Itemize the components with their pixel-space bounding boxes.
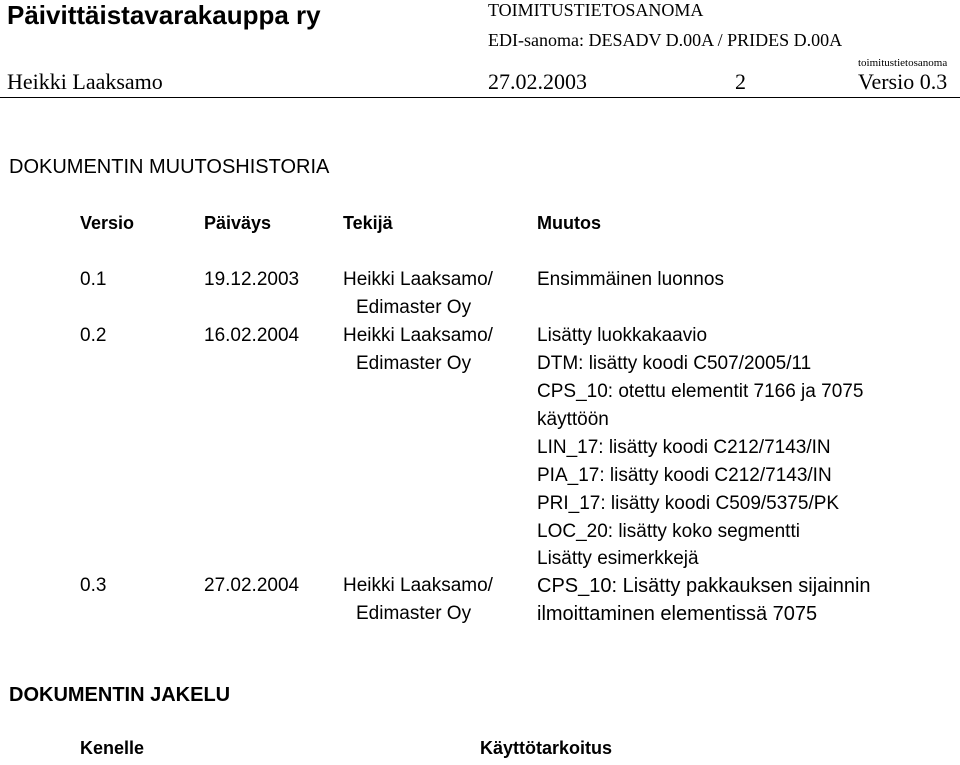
history-row-change: DTM: lisätty koodi C507/2005/11 [537,353,812,374]
history-row-version: 0.1 [80,269,107,290]
header-date: 27.02.2003 [488,69,587,94]
history-row-author-line: Heikki Laaksamo/ [343,269,493,290]
organization-name: Päivittäistavarakauppa ry [7,0,321,30]
header-divider [0,97,960,98]
history-row-change: CPS_10: Lisätty pakkauksen sijainnin [537,575,871,597]
history-row-change: käyttöön [537,409,609,430]
history-row-author-company: Edimaster Oy [356,353,472,374]
history-row-date: 27.02.2004 [204,575,300,596]
file-name: toimitustietosanoma [858,57,948,69]
history-row-change: PIA_17: lisätty koodi C212/7143/IN [537,465,832,486]
history-col-author: Tekijä [343,213,393,233]
history-row-author-company: Edimaster Oy [356,297,472,318]
history-row-version: 0.2 [80,325,107,346]
header-version: Versio 0.3 [858,69,948,94]
distribution-col-purpose: Käyttötarkoitus [480,738,613,758]
history-row-version: 0.3 [80,575,107,596]
history-row-change: Ensimmäinen luonnos [537,269,724,290]
history-row-author-company: Edimaster Oy [356,603,472,624]
distribution-title: DOKUMENTIN JAKELU [9,684,231,706]
history-row-author-line: Heikki Laaksamo/ [343,325,493,346]
history-row-change: ilmoittaminen elementissä 7075 [537,603,818,625]
history-row-change: PRI_17: lisätty koodi C509/5375/PK [537,493,840,514]
header-author: Heikki Laaksamo [7,69,163,94]
history-row-change: LIN_17: lisätty koodi C212/7143/IN [537,437,831,458]
history-title: DOKUMENTIN MUUTOSHISTORIA [9,156,330,178]
page-number: 2 [735,69,746,94]
history-col-changes: Muutos [537,213,601,233]
history-row-change: Lisätty luokkakaavio [537,325,708,346]
document-title: TOIMITUSTIETOSANOMA [488,0,704,20]
history-row-change: CPS_10: otettu elementit 7166 ja 7075 [537,381,864,402]
history-row-date: 19.12.2003 [204,269,300,290]
history-row-change: Lisätty esimerkkejä [537,548,699,569]
history-row-date: 16.02.2004 [204,325,300,346]
history-row-author-line: Heikki Laaksamo/ [343,575,493,596]
history-col-date: Päiväys [204,213,272,233]
history-col-version: Versio [80,213,135,233]
message-type: EDI-sanoma: DESADV D.00A / PRIDES D.00A [488,30,843,50]
distribution-col-recipient: Kenelle [80,738,145,758]
history-row-change: LOC_20: lisätty koko segmentti [537,521,800,542]
